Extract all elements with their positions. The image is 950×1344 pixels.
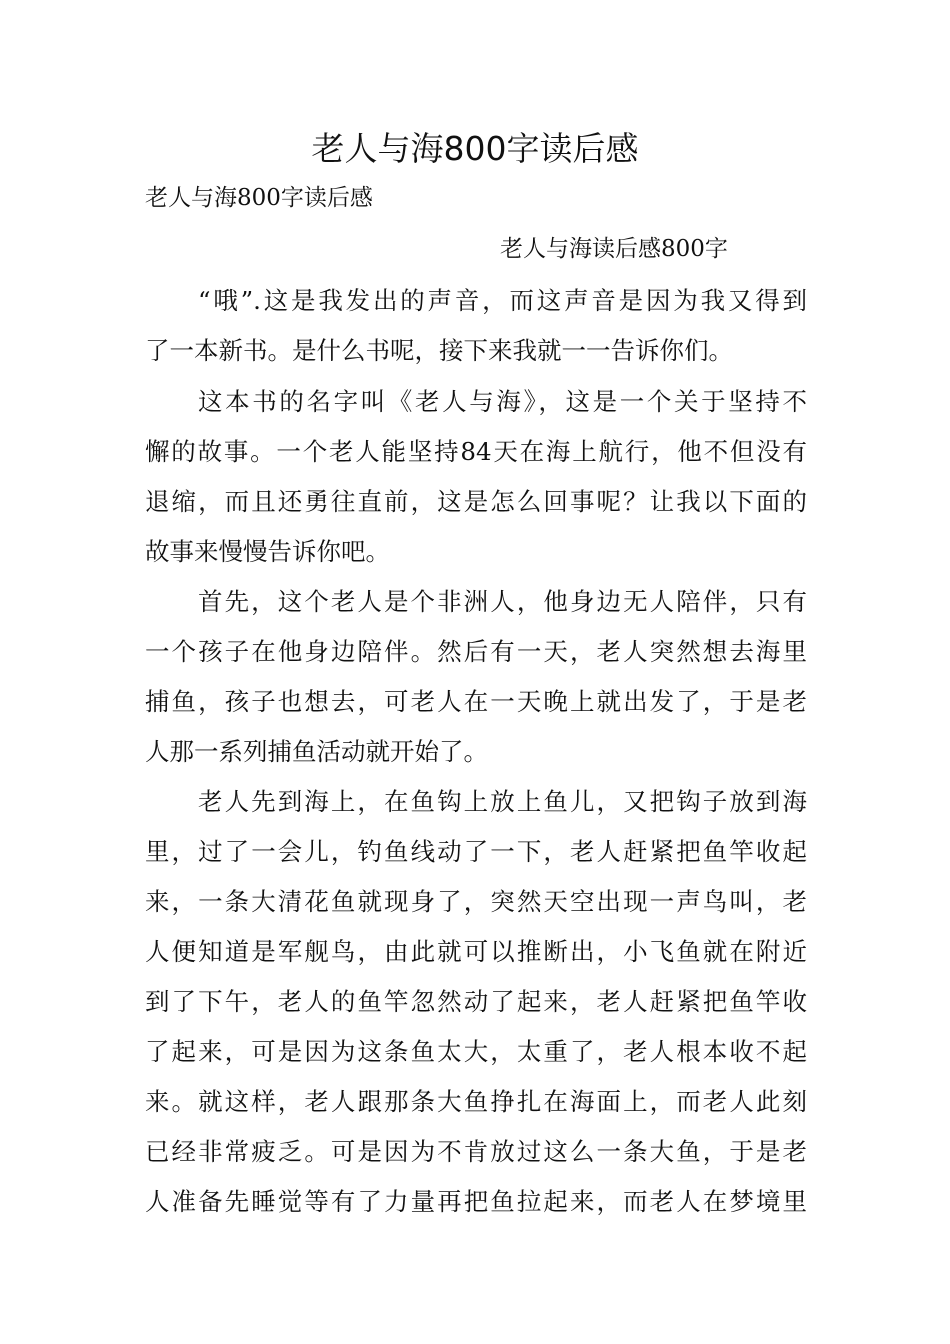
- text-line: 这本书的名字叫《老人与海》，这是一个关于坚持不: [198, 387, 807, 416]
- text-line: 人准备先睡觉等有了力量再把鱼拉起来，而老人在梦境里: [145, 1187, 807, 1216]
- text-line: 首先，这个老人是个非洲人，他身边无人陪伴，只有: [198, 587, 807, 616]
- text-line: 了起来，可是因为这条鱼太大，太重了，老人根本收不起: [145, 1037, 807, 1066]
- text-line: 故事来慢慢告诉你吧。: [145, 537, 390, 566]
- text-line: 一个孩子在他身边陪伴。然后有一天，老人突然想去海里: [145, 637, 807, 666]
- text-line: 捕鱼，孩子也想去，可老人在一天晚上就出发了，于是老: [145, 687, 807, 716]
- text-line: 来。就这样，老人跟那条大鱼挣扎在海面上，而老人此刻: [145, 1087, 807, 1116]
- text-line: 人那一系列捕鱼活动就开始了。: [145, 737, 488, 766]
- text-line: 已经非常疲乏。可是因为不肯放过这么一条大鱼，于是老: [145, 1137, 807, 1166]
- text-line: 到了下午，老人的鱼竿忽然动了起来，老人赶紧把鱼竿收: [145, 987, 807, 1016]
- document-title: 老人与海800字读后感: [311, 129, 639, 168]
- text-line: “哦”.这是我发出的声音，而这声音是因为我又得到: [198, 286, 807, 315]
- text-line: 老人先到海上，在鱼钩上放上鱼儿，又把钩子放到海: [198, 787, 807, 816]
- document-subtitle: 老人与海800字读后感: [145, 185, 373, 211]
- text-line: 人便知道是军舰鸟，由此就可以推断出，小飞鱼就在附近: [145, 937, 807, 966]
- text-line: 来，一条大清花鱼就现身了，突然天空出现一声鸟叫，老: [145, 887, 807, 916]
- text-line: 里，过了一会儿，钓鱼线动了一下，老人赶紧把鱼竿收起: [145, 837, 807, 866]
- text-line: 了一本新书。是什么书呢，接下来我就一一告诉你们。: [145, 336, 733, 365]
- text-line: 懈的故事。一个老人能坚持84天在海上航行，他不但没有: [145, 437, 807, 466]
- essay-heading: 老人与海读后感800字: [500, 236, 728, 262]
- text-line: 退缩，而且还勇往直前，这是怎么回事呢？让我以下面的: [145, 487, 807, 516]
